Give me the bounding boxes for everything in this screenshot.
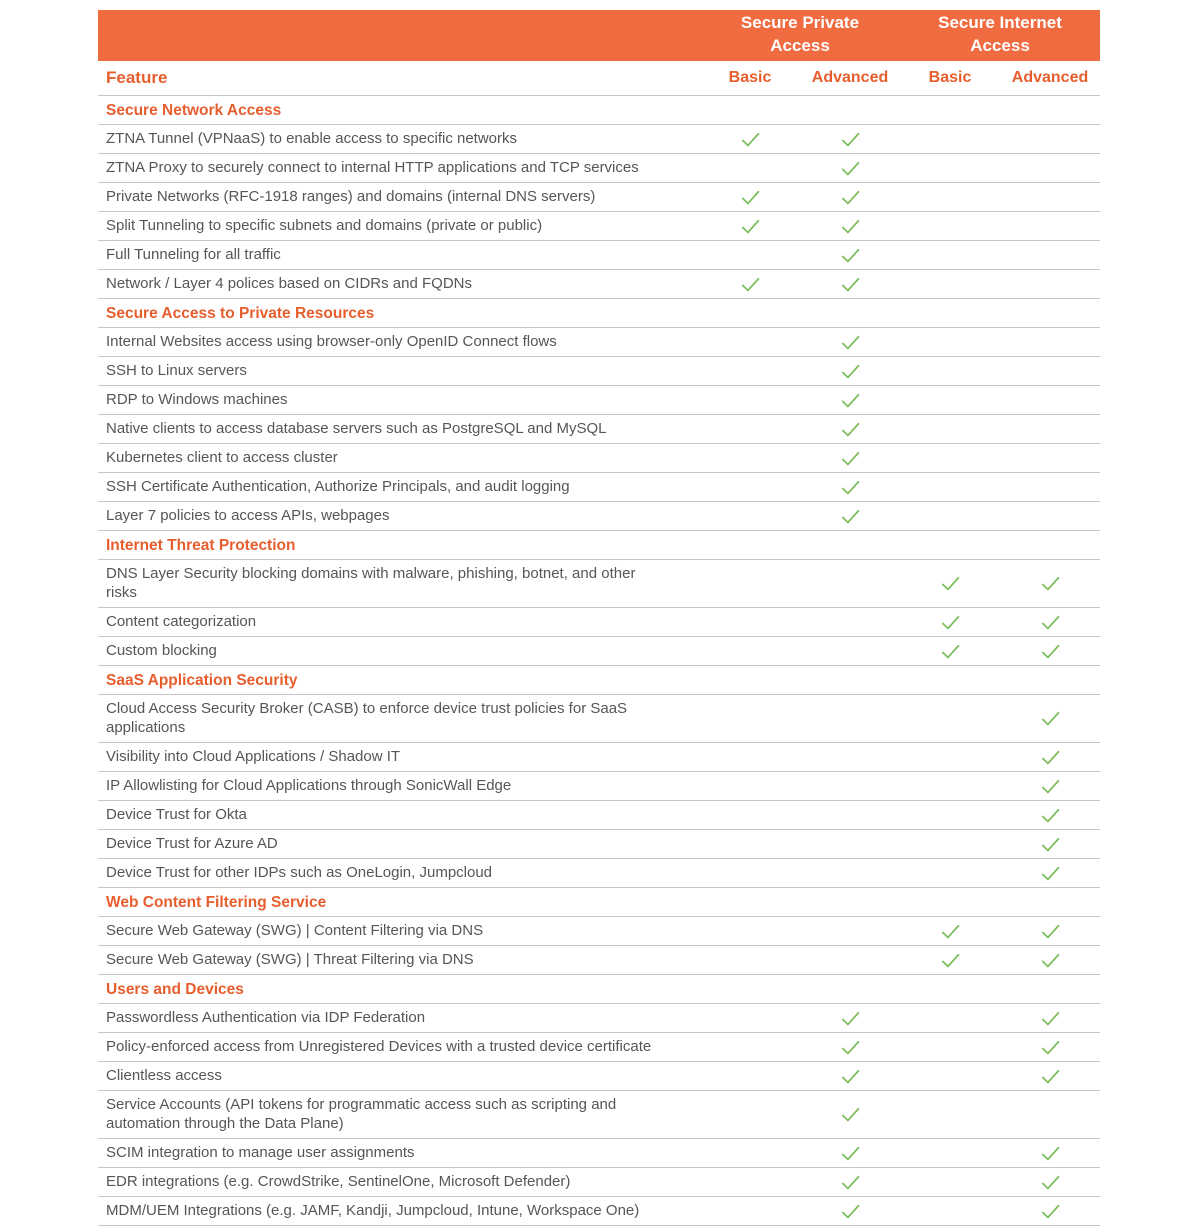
check-cell-empty <box>900 212 1000 240</box>
check-cell-empty <box>900 1091 1000 1138</box>
check-cell-empty <box>700 357 800 385</box>
check-cell <box>1000 801 1100 829</box>
section-header-saas-application-security: SaaS Application Security <box>98 666 1100 695</box>
table-row <box>98 415 1100 444</box>
check-cell <box>800 1004 900 1032</box>
checkmark-icon <box>839 244 862 267</box>
feature-cell: Native clients to access database servers such as PostgreSQL and MySQL <box>106 420 607 437</box>
section-header-internet-threat-protection: Internet Threat Protection <box>98 531 1100 560</box>
check-cell <box>1000 830 1100 858</box>
check-cell-empty <box>700 743 800 771</box>
table-row <box>98 183 1100 212</box>
check-cell <box>800 241 900 269</box>
feature-cell: MDM/UEM Integrations (e.g. JAMF, Kandji, Jumpcloud, Intune, Workspace One) <box>106 1202 640 1219</box>
table-row <box>98 502 1100 531</box>
checkmark-icon <box>1039 572 1062 595</box>
check-cell-empty <box>700 241 800 269</box>
table-row <box>98 946 1100 975</box>
check-cell-empty <box>1000 357 1100 385</box>
check-cell-empty <box>1000 415 1100 443</box>
checkmark-icon <box>839 157 862 180</box>
section-header-users-and-devices: Users and Devices <box>98 975 1100 1004</box>
checkmark-icon <box>1039 1036 1062 1059</box>
feature-cell: Passwordless Authentication via IDP Federation <box>106 1009 426 1026</box>
table-row <box>98 270 1100 299</box>
check-cell <box>1000 695 1100 742</box>
checkmark-icon <box>1039 804 1062 827</box>
check-cell-empty <box>900 1004 1000 1032</box>
check-cell <box>1000 1197 1100 1225</box>
check-cell-empty <box>900 830 1000 858</box>
check-cell-empty <box>1000 473 1100 501</box>
checkmark-icon <box>839 331 862 354</box>
check-cell-empty <box>700 415 800 443</box>
table-row <box>98 241 1100 270</box>
check-cell-empty <box>1000 270 1100 298</box>
checkmark-icon <box>1039 833 1062 856</box>
table-body <box>98 96 1100 1226</box>
feature-column-header: Feature <box>106 68 168 87</box>
check-cell <box>800 125 900 153</box>
checkmark-icon <box>839 1171 862 1194</box>
table-row <box>98 328 1100 357</box>
check-cell-empty <box>1000 125 1100 153</box>
check-cell <box>900 560 1000 607</box>
feature-cell: Content categorization <box>106 613 257 630</box>
check-cell-empty <box>800 772 900 800</box>
check-cell-empty <box>700 1197 800 1225</box>
check-cell-empty <box>700 473 800 501</box>
checkmark-icon <box>839 447 862 470</box>
checkmark-icon <box>839 418 862 441</box>
checkmark-icon <box>839 1103 862 1126</box>
check-cell <box>1000 1033 1100 1061</box>
check-cell <box>800 183 900 211</box>
feature-cell: Private Networks (RFC-1918 ranges) and domains (internal DNS servers) <box>106 188 596 205</box>
check-cell-empty <box>900 328 1000 356</box>
feature-cell: EDR integrations (e.g. CrowdStrike, SentinelOne, Microsoft Defender) <box>106 1173 571 1190</box>
check-cell <box>800 1062 900 1090</box>
check-cell-empty <box>900 444 1000 472</box>
checkmark-icon <box>1039 611 1062 634</box>
check-cell <box>800 1033 900 1061</box>
check-cell-empty <box>700 1004 800 1032</box>
check-cell-empty <box>700 1091 800 1138</box>
section-header-secure-network-access: Secure Network Access <box>98 96 1100 125</box>
check-cell <box>1000 1004 1100 1032</box>
feature-cell: Full Tunneling for all traffic <box>106 246 281 263</box>
table-row <box>98 743 1100 772</box>
tier-header-sia-basic: Basic <box>928 69 972 86</box>
check-cell-empty <box>800 859 900 887</box>
table-row <box>98 608 1100 637</box>
feature-cell: Service Accounts (API tokens for programmatic access such as scripting and automation through the Data Plane) <box>106 1096 617 1132</box>
check-cell-empty <box>800 608 900 636</box>
check-cell-empty <box>1000 1091 1100 1138</box>
checkmark-icon <box>739 186 762 209</box>
table-row <box>98 125 1100 154</box>
check-cell-empty <box>700 328 800 356</box>
check-cell <box>900 637 1000 665</box>
section-header-secure-access-to-private-resources: Secure Access to Private Resources <box>98 299 1100 328</box>
feature-cell: SSH to Linux servers <box>106 362 247 379</box>
banner-spacer <box>98 10 700 61</box>
checkmark-icon <box>1039 1200 1062 1223</box>
check-cell <box>800 386 900 414</box>
feature-cell: Device Trust for other IDPs such as OneLogin, Jumpcloud <box>106 864 493 881</box>
check-cell <box>1000 1139 1100 1167</box>
check-cell-empty <box>1000 502 1100 530</box>
check-cell-empty <box>700 1168 800 1196</box>
table-row <box>98 357 1100 386</box>
check-cell <box>1000 743 1100 771</box>
table-header-banner <box>98 10 1100 61</box>
checkmark-icon <box>1039 1065 1062 1088</box>
checkmark-icon <box>839 128 862 151</box>
check-cell <box>800 473 900 501</box>
feature-cell: Clientless access <box>106 1067 222 1084</box>
table-row <box>98 1168 1100 1197</box>
check-cell-empty <box>900 743 1000 771</box>
check-cell-empty <box>700 830 800 858</box>
check-cell-empty <box>900 1139 1000 1167</box>
checkmark-icon <box>839 1007 862 1030</box>
check-cell-empty <box>1000 241 1100 269</box>
check-cell-empty <box>700 772 800 800</box>
check-cell <box>1000 772 1100 800</box>
check-cell <box>800 1197 900 1225</box>
check-cell-empty <box>900 357 1000 385</box>
checkmark-icon <box>1039 746 1062 769</box>
check-cell <box>800 1139 900 1167</box>
checkmark-icon <box>1039 949 1062 972</box>
check-cell-empty <box>1000 328 1100 356</box>
check-cell-empty <box>900 125 1000 153</box>
feature-comparison-table <box>98 10 1100 1226</box>
check-cell <box>900 946 1000 974</box>
check-cell-empty <box>900 270 1000 298</box>
check-cell-empty <box>900 183 1000 211</box>
check-cell-empty <box>800 637 900 665</box>
check-cell <box>800 357 900 385</box>
check-cell-empty <box>900 1197 1000 1225</box>
check-cell-empty <box>900 1168 1000 1196</box>
group-header-secure-internet-access: Secure Internet Access <box>938 13 1062 55</box>
feature-cell: RDP to Windows machines <box>106 391 288 408</box>
check-cell <box>800 1091 900 1138</box>
check-cell-empty <box>700 1062 800 1090</box>
checkmark-icon <box>839 1200 862 1223</box>
table-row <box>98 473 1100 502</box>
checkmark-icon <box>839 1142 862 1165</box>
check-cell-empty <box>700 1139 800 1167</box>
check-cell-empty <box>900 386 1000 414</box>
check-cell <box>800 1168 900 1196</box>
table-row <box>98 1004 1100 1033</box>
tier-header-spa-basic: Basic <box>728 69 772 86</box>
table-row <box>98 560 1100 608</box>
table-row <box>98 1033 1100 1062</box>
checkmark-icon <box>939 572 962 595</box>
checkmark-icon <box>839 360 862 383</box>
table-row <box>98 917 1100 946</box>
checkmark-icon <box>939 920 962 943</box>
group-header-secure-private-access: Secure Private Access <box>740 13 860 55</box>
checkmark-icon <box>839 505 862 528</box>
tier-header-spa-advanced: Advanced <box>811 69 889 86</box>
check-cell-empty <box>700 502 800 530</box>
feature-cell: Internal Websites access using browser-only OpenID Connect flows <box>106 333 557 350</box>
check-cell-empty <box>1000 444 1100 472</box>
check-cell-empty <box>1000 154 1100 182</box>
checkmark-icon <box>1039 1007 1062 1030</box>
check-cell-empty <box>700 946 800 974</box>
check-cell <box>1000 917 1100 945</box>
check-cell <box>1000 1168 1100 1196</box>
check-cell-empty <box>700 917 800 945</box>
feature-cell: Cloud Access Security Broker (CASB) to enforce device trust policies for SaaS applications <box>106 700 628 736</box>
check-cell-empty <box>900 241 1000 269</box>
section-header-web-content-filtering-service: Web Content Filtering Service <box>98 888 1100 917</box>
check-cell <box>800 154 900 182</box>
check-cell-empty <box>900 473 1000 501</box>
feature-cell: Secure Web Gateway (SWG) | Content Filtering via DNS <box>106 922 484 939</box>
checkmark-icon <box>839 389 862 412</box>
feature-cell: Kubernetes client to access cluster <box>106 449 338 466</box>
check-cell <box>700 212 800 240</box>
feature-cell: Network / Layer 4 polices based on CIDRs and FQDNs <box>106 275 472 292</box>
check-cell-empty <box>700 444 800 472</box>
tier-header-sia-advanced: Advanced <box>1011 69 1089 86</box>
feature-cell: Split Tunneling to specific subnets and domains (private or public) <box>106 217 543 234</box>
checkmark-icon <box>939 949 962 972</box>
check-cell-empty <box>900 859 1000 887</box>
table-row <box>98 154 1100 183</box>
check-cell-empty <box>900 695 1000 742</box>
check-cell-empty <box>800 830 900 858</box>
check-cell-empty <box>800 560 900 607</box>
checkmark-icon <box>739 273 762 296</box>
table-row <box>98 1091 1100 1139</box>
table-row <box>98 444 1100 473</box>
checkmark-icon <box>1039 640 1062 663</box>
check-cell-empty <box>700 154 800 182</box>
check-cell-empty <box>700 801 800 829</box>
check-cell-empty <box>800 946 900 974</box>
check-cell <box>1000 637 1100 665</box>
table-row <box>98 830 1100 859</box>
check-cell-empty <box>900 415 1000 443</box>
check-cell <box>800 415 900 443</box>
checkmark-icon <box>739 215 762 238</box>
check-cell-empty <box>900 1033 1000 1061</box>
check-cell <box>700 125 800 153</box>
check-cell <box>1000 859 1100 887</box>
check-cell <box>800 328 900 356</box>
checkmark-icon <box>839 273 862 296</box>
table-row <box>98 1139 1100 1168</box>
checkmark-icon <box>1039 775 1062 798</box>
check-cell <box>800 212 900 240</box>
check-cell-empty <box>800 917 900 945</box>
checkmark-icon <box>839 476 862 499</box>
table-row <box>98 1062 1100 1091</box>
check-cell-empty <box>900 1062 1000 1090</box>
table-row <box>98 772 1100 801</box>
checkmark-icon <box>1039 707 1062 730</box>
check-cell-empty <box>1000 183 1100 211</box>
column-header-row <box>98 61 1100 96</box>
check-cell-empty <box>700 386 800 414</box>
check-cell-empty <box>700 560 800 607</box>
check-cell-empty <box>900 801 1000 829</box>
checkmark-icon <box>739 128 762 151</box>
feature-cell: IP Allowlisting for Cloud Applications through SonicWall Edge <box>106 777 512 794</box>
checkmark-icon <box>939 640 962 663</box>
check-cell <box>700 270 800 298</box>
check-cell-empty <box>700 859 800 887</box>
check-cell-empty <box>1000 212 1100 240</box>
checkmark-icon <box>939 611 962 634</box>
check-cell-empty <box>1000 386 1100 414</box>
table-row <box>98 1197 1100 1226</box>
check-cell-empty <box>700 637 800 665</box>
table-row <box>98 695 1100 743</box>
feature-cell: Secure Web Gateway (SWG) | Threat Filtering via DNS <box>106 951 474 968</box>
feature-cell: ZTNA Tunnel (VPNaaS) to enable access to specific networks <box>106 130 518 147</box>
feature-cell: ZTNA Proxy to securely connect to internal HTTP applications and TCP services <box>106 159 639 176</box>
feature-cell: SSH Certificate Authentication, Authorize Principals, and audit logging <box>106 478 570 495</box>
table-row <box>98 637 1100 666</box>
check-cell-empty <box>700 695 800 742</box>
table-row <box>98 212 1100 241</box>
table-row <box>98 386 1100 415</box>
check-cell <box>900 917 1000 945</box>
check-cell-empty <box>700 608 800 636</box>
checkmark-icon <box>1039 1142 1062 1165</box>
check-cell <box>1000 608 1100 636</box>
checkmark-icon <box>1039 1171 1062 1194</box>
check-cell <box>800 502 900 530</box>
check-cell-empty <box>800 743 900 771</box>
check-cell-empty <box>900 772 1000 800</box>
feature-cell: Device Trust for Okta <box>106 806 247 823</box>
checkmark-icon <box>1039 862 1062 885</box>
check-cell <box>700 183 800 211</box>
check-cell-empty <box>900 502 1000 530</box>
check-cell-empty <box>900 154 1000 182</box>
feature-cell: SCIM integration to manage user assignments <box>106 1144 415 1161</box>
table-row <box>98 859 1100 888</box>
check-cell <box>1000 946 1100 974</box>
checkmark-icon <box>839 1065 862 1088</box>
feature-cell: Layer 7 policies to access APIs, webpages <box>106 507 390 524</box>
check-cell <box>800 270 900 298</box>
feature-cell: Device Trust for Azure AD <box>106 835 278 852</box>
check-cell <box>1000 560 1100 607</box>
feature-cell: Custom blocking <box>106 642 217 659</box>
feature-cell: Visibility into Cloud Applications / Shadow IT <box>106 748 401 765</box>
checkmark-icon <box>839 215 862 238</box>
feature-cell: DNS Layer Security blocking domains with malware, phishing, botnet, and other risks <box>106 565 636 601</box>
checkmark-icon <box>839 1036 862 1059</box>
check-cell <box>900 608 1000 636</box>
check-cell-empty <box>700 1033 800 1061</box>
checkmark-icon <box>839 186 862 209</box>
checkmark-icon <box>1039 920 1062 943</box>
check-cell-empty <box>800 695 900 742</box>
table-row <box>98 801 1100 830</box>
feature-cell: Policy-enforced access from Unregistered Devices with a trusted device certificate <box>106 1038 652 1055</box>
check-cell-empty <box>800 801 900 829</box>
check-cell <box>800 444 900 472</box>
check-cell <box>1000 1062 1100 1090</box>
